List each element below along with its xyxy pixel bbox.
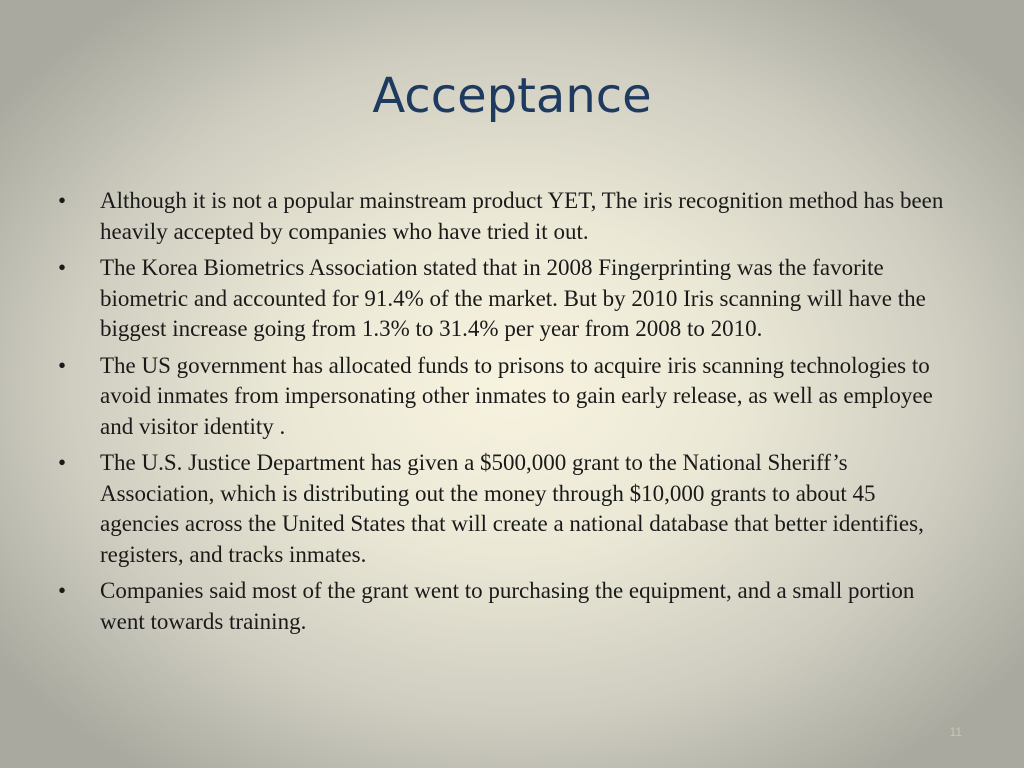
bullet-item <box>58 351 958 443</box>
bullet-text: Companies said most of the grant went to purchasing the equipment, and a small portion went towards training. <box>100 578 915 634</box>
bullet-dot-icon: • <box>58 352 67 378</box>
page-number: 11 <box>949 725 962 739</box>
slide-title: Acceptance <box>372 68 652 124</box>
bullet-dot-icon: • <box>58 450 67 475</box>
bullet-item <box>58 253 958 345</box>
bullet-item <box>58 186 958 247</box>
bullet-item <box>58 576 958 637</box>
bullet-dot-icon: • <box>58 188 67 213</box>
bullet-item <box>58 448 958 570</box>
bullet-dot-icon: • <box>58 578 67 603</box>
bullet-list <box>58 186 958 643</box>
bullet-text: The US government has allocated funds to prisons to acquire iris scanning technologies to avoid inmates from impersonating other inmates to gain early release, as well as employee and visitor identity . <box>100 352 933 439</box>
bullet-dot-icon: • <box>58 255 67 280</box>
bullet-text: The U.S. Justice Department has given a $500,000 grant to the National Sheriff’s Association, which is distributing out the money through $10,000 grants to about 45 agencies across the United States that will create a national database that better identifies, registers, and tracks inmates. <box>100 450 924 567</box>
bullet-text: Although it is not a popular mainstream product YET, The iris recognition method has been heavily accepted by companies who have tried it out. <box>100 188 944 244</box>
bullet-text: The Korea Biometrics Association stated that in 2008 Fingerprinting was the favorite biometric and accounted for 91.4% of the market. But by 2010 Iris scanning will have the biggest increase going from 1.3% to 31.4% per year from 2008 to 2010. <box>100 255 926 341</box>
